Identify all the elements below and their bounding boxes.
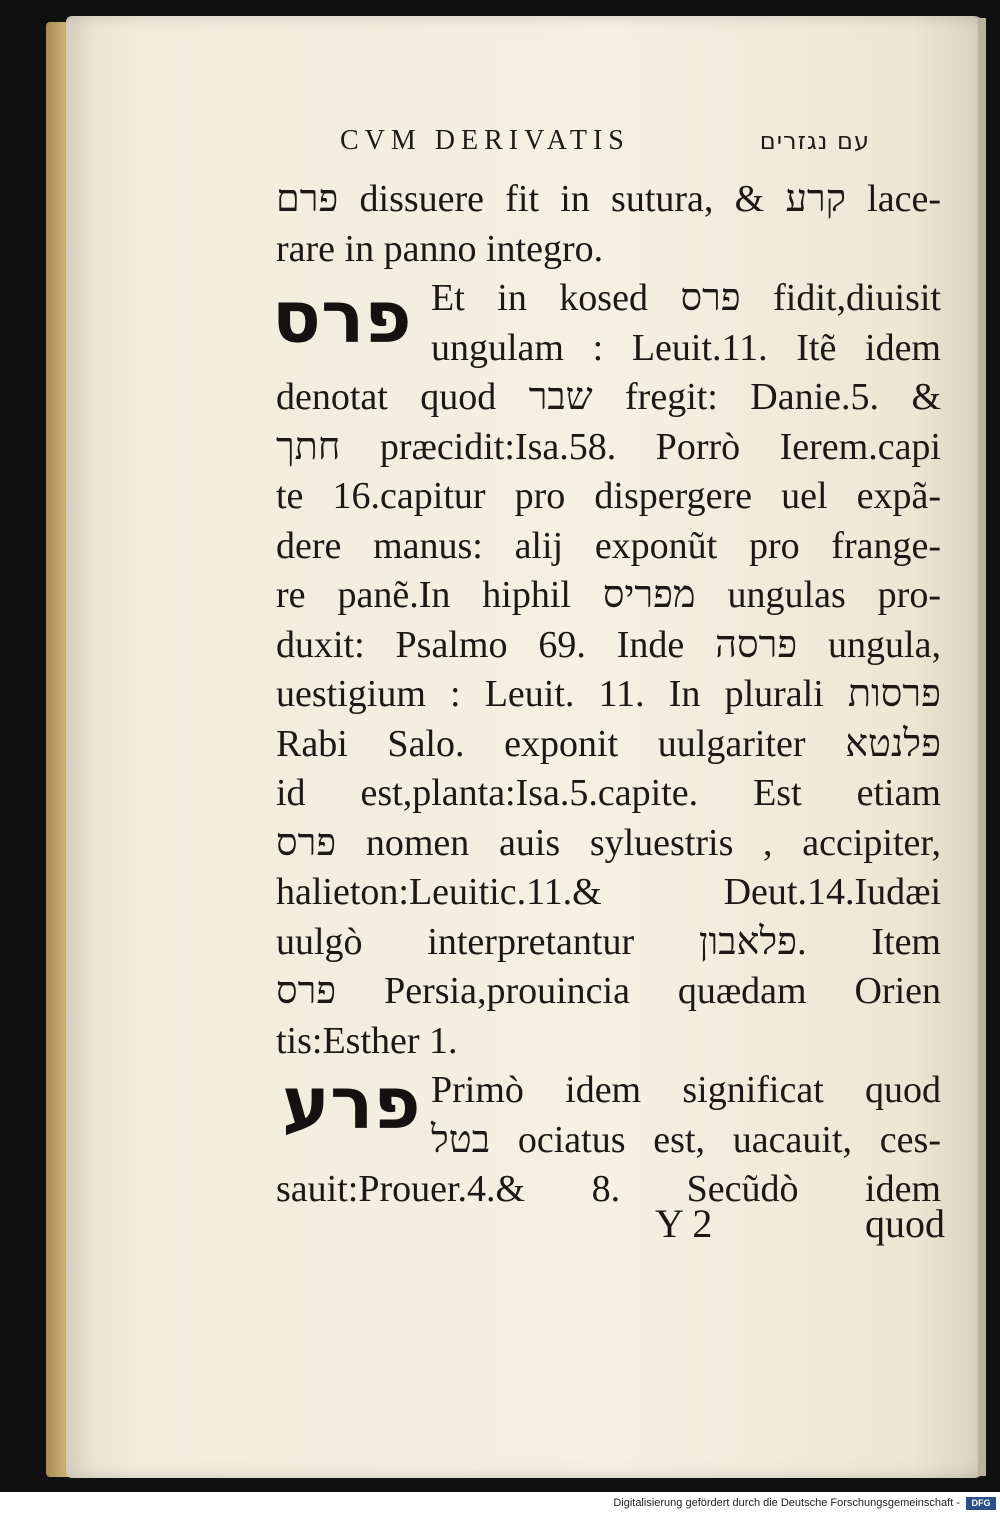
text-line: ungulam : Leuit.11. Itẽ idem (431, 326, 941, 369)
text-line: Primò idem significat quod (431, 1069, 941, 1111)
text-line: uestigium : Leuit. 11. In plurali פרסות (276, 673, 941, 715)
text-line: halieton:Leuitic.11.& Deut.14.Iudæi (276, 871, 941, 913)
catchwords (655, 1198, 945, 1248)
running-header (340, 120, 870, 162)
text-line: id est,planta:Isa.5.capite. Est etiam (276, 772, 941, 814)
text-line: Et in kosed פרס fidit,diuisit (431, 277, 941, 319)
text-line: sauit:Prouer.4.& 8. Secũdò idem (276, 1168, 941, 1210)
header-latin: CVM DERIVATIS (340, 125, 630, 156)
text-line: re panẽ.In hiphil מפריס ungulas pro- (276, 574, 941, 616)
footer-credit: Digitalisierung gefördert durch die Deutsche Forschungsgemeinschaft - (613, 1497, 960, 1509)
text-line: duxit: Psalmo 69. Inde פרסה ungula, (276, 623, 941, 666)
text-line: Rabi Salo. exponit uulgariter פלנטא (276, 722, 941, 765)
text-line: פרס Persia,prouincia quædam Orien (276, 970, 941, 1012)
page-right-edge (978, 18, 986, 1476)
text-line: בטל ociatus est, uacauit, ces- (431, 1118, 941, 1161)
headword-1: פרס (272, 275, 412, 359)
text-line: tis:Esther 1. (276, 1019, 458, 1062)
text-line: פרס nomen auis syluestris , accipiter, (276, 821, 941, 864)
text-line: חתך præcidit:Isa.58. Porrò Ierem.capi (276, 425, 941, 468)
header-hebrew: עם נגזרים (759, 127, 870, 155)
catchword: quod (865, 1200, 945, 1246)
text-line: פרם dissuere fit in sutura, & קרע lace- (276, 178, 941, 220)
dfg-logo-icon: DFG (966, 1497, 996, 1510)
text-line: dere manus: alij exponũt pro frange- (276, 524, 941, 567)
text-line: uulgò interpretantur פלאבון. Item (276, 920, 941, 963)
footer-bar (0, 1492, 1000, 1514)
text-line: te 16.capitur pro dispergere uel expã- (276, 475, 941, 517)
text-line: rare in panno integro. (276, 227, 604, 270)
headword-2: פרע (282, 1061, 421, 1145)
signature-mark: Y 2 (655, 1200, 713, 1246)
text-line: denotat quod שבר fregit: Danie.5. & (276, 376, 941, 418)
body-text (276, 175, 941, 1215)
